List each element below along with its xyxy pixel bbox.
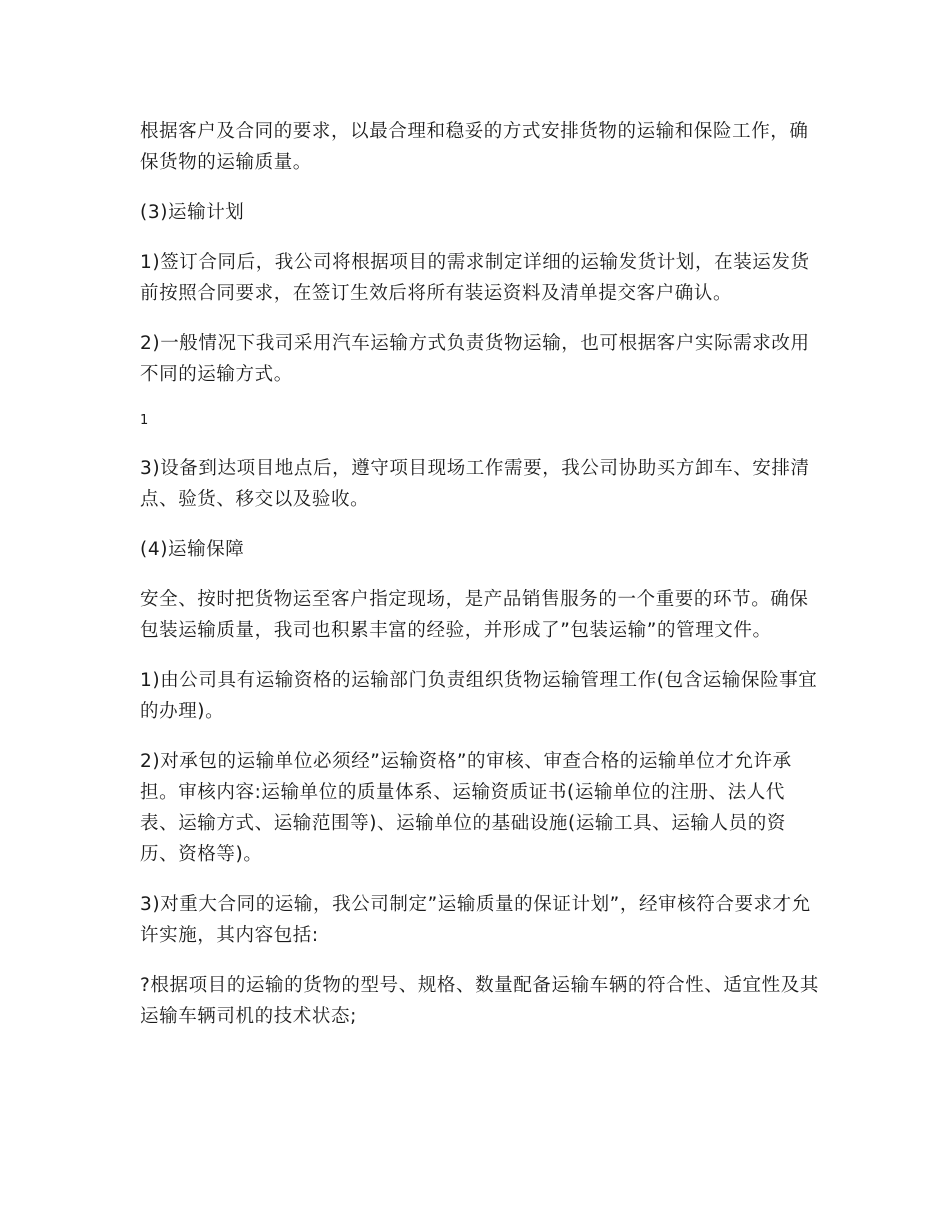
page-number: 1 bbox=[140, 413, 149, 428]
paragraph-plan-item-3: 3)设备到达项目地点后，遵守项目现场工作需要，我公司协助买方卸车、安排清点、验货、移交以及验收。 bbox=[140, 458, 810, 510]
paragraph-guarantee-item-3: 3)对重大合同的运输，我公司制定”运输质量的保证计划”，经审核符合要求才允许实施，其内容包括: bbox=[140, 894, 811, 946]
paragraph-guarantee-item-1: 1)由公司具有运输资格的运输部门负责组织货物运输管理工作(包含运输保险事宜的办理)。 bbox=[140, 670, 818, 722]
paragraph-intro: 根据客户及合同的要求，以最合理和稳妥的方式安排货物的运输和保险工作，确保货物的运输质量。 bbox=[140, 121, 809, 173]
paragraph-plan-item-2: 2)一般情况下我司采用汽车运输方式负责货物运输，也可根据客户实际需求改用不同的运输方式。 bbox=[140, 333, 810, 385]
document-body bbox=[140, 116, 820, 1051]
paragraph-guarantee-bullet-1: ?根据项目的运输的货物的型号、规格、数量配备运输车辆的符合性、适宜性及其运输车辆司机的技术状态; bbox=[140, 975, 819, 1027]
paragraph-guarantee-item-2: 2)对承包的运输单位必须经”运输资格”的审核、审查合格的运输单位才允许承担。审核内容:运输单位的质量体系、运输资质证书(运输单位的注册、法人代表、运输方式、运输范围等)、运输单位的基础设施(运输工具、运输人员的资历、资格等)。 bbox=[140, 751, 792, 865]
paragraph-guarantee-intro: 安全、按时把货物运至客户指定现场，是产品销售服务的一个重要的环节。确保包装运输质量，我司也积累丰富的经验，并形成了”包装运输”的管理文件。 bbox=[140, 589, 809, 641]
section-heading-transport-plan: (3)运输计划 bbox=[140, 202, 245, 223]
section-heading-transport-guarantee: (4)运输保障 bbox=[140, 539, 245, 560]
paragraph-plan-item-1: 1)签订合同后，我公司将根据项目的需求制定详细的运输发货计划，在装运发货前按照合同要求，在签订生效后将所有装运资料及清单提交客户确认。 bbox=[140, 252, 810, 304]
